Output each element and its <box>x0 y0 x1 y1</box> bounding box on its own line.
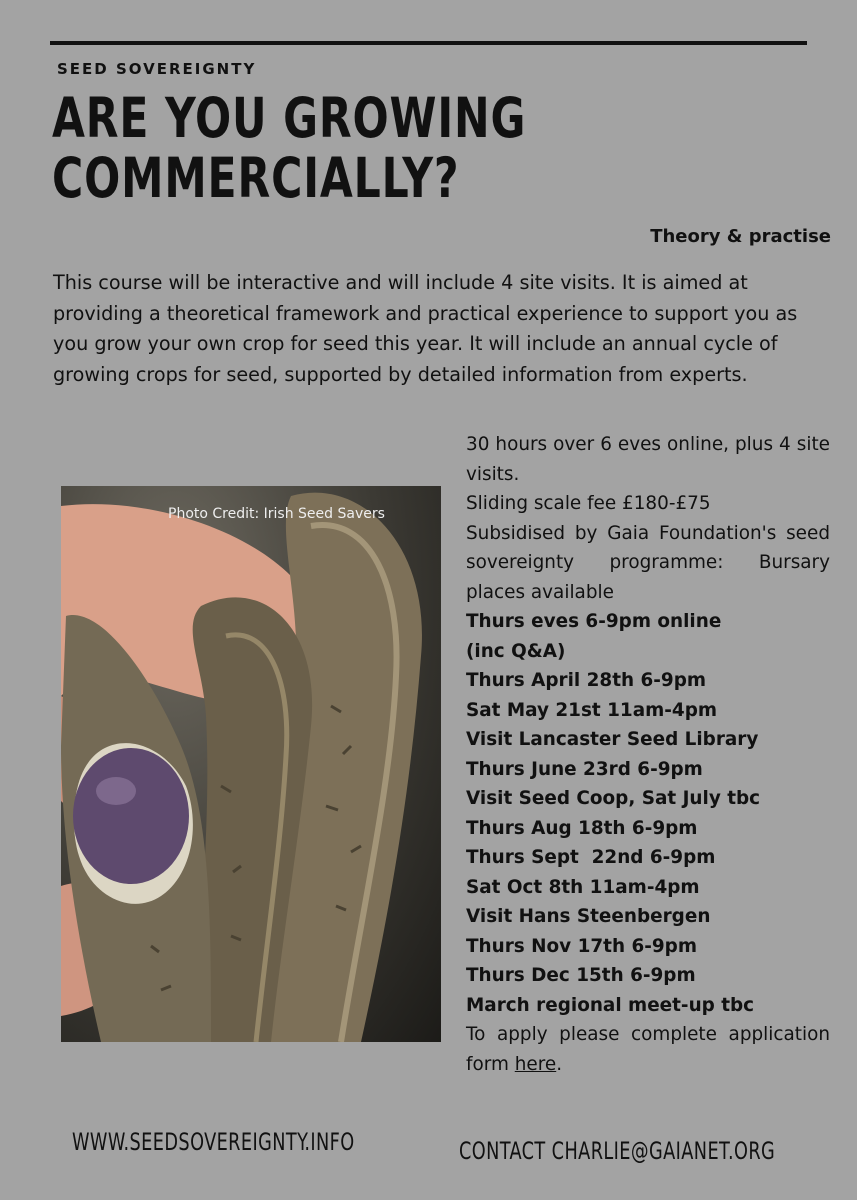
schedule-item: (inc Q&A) <box>466 640 566 662</box>
schedule-item: Sat May 21st 11am-4pm <box>466 699 718 721</box>
schedule-item: Thurs Aug 18th 6-9pm <box>466 817 698 839</box>
schedule-item: Thurs April 28th 6-9pm <box>466 670 707 691</box>
schedule-item: Thurs eves 6-9pm online <box>466 611 722 632</box>
schedule-item: March regional meet-up tbc <box>466 994 755 1016</box>
schedule-item: Thurs June 23rd 6-9pm <box>466 758 703 780</box>
contact-email[interactable]: CONTACT CHARLIE@GAIANET.ORG <box>459 1137 776 1165</box>
schedule-item: Thurs Nov 17th 6-9pm <box>466 935 697 957</box>
page-title <box>52 88 534 208</box>
apply-sentence: To apply please complete application form <box>466 1024 830 1075</box>
details-line: Sliding scale fee £180-£75 <box>466 493 711 514</box>
intro-paragraph: This course will be interactive and will include 4 site visits. It is aimed at providing a theoretical framework and practical experience to support you as you grow your own crop for seed this year. It will include an annual cycle of growing crops for seed, supported by detailed information from experts. <box>53 271 798 386</box>
subheading: Theory & practise <box>650 226 831 247</box>
schedule-item: Thurs Sept 22nd 6-9pm <box>466 847 716 868</box>
kicker-label: SEED SOVEREIGNTY <box>57 60 257 78</box>
schedule-item: Visit Hans Steenbergen <box>466 906 711 927</box>
schedule-item: Visit Lancaster Seed Library <box>466 729 759 750</box>
apply-text <box>466 1020 830 1079</box>
schedule-item: Sat Oct 8th 11am-4pm <box>466 876 700 898</box>
title-line-1: ARE YOU GROWING <box>52 86 527 150</box>
details-line: Subsidised by Gaia Foundation's seed sovereignty programme: Bursary places available <box>466 522 830 603</box>
schedule-item: Thurs Dec 15th 6-9pm <box>466 965 696 986</box>
apply-period: . <box>556 1053 563 1075</box>
details-line: 30 hours over 6 eves online, plus 4 site visits. <box>466 434 830 485</box>
seed-pods-photo <box>61 486 441 1042</box>
top-rule <box>50 41 807 45</box>
course-details <box>466 430 830 1079</box>
title-line-2: COMMERCIALLY? <box>52 146 460 210</box>
apply-here-link[interactable]: here <box>514 1053 557 1075</box>
seed-pods-illustration <box>61 486 441 1042</box>
website-link[interactable]: WWW.SEEDSOVEREIGNTY.INFO <box>72 1128 355 1156</box>
photo-credit: Photo Credit: Irish Seed Savers <box>168 506 385 522</box>
schedule-item: Visit Seed Coop, Sat July tbc <box>466 788 761 809</box>
